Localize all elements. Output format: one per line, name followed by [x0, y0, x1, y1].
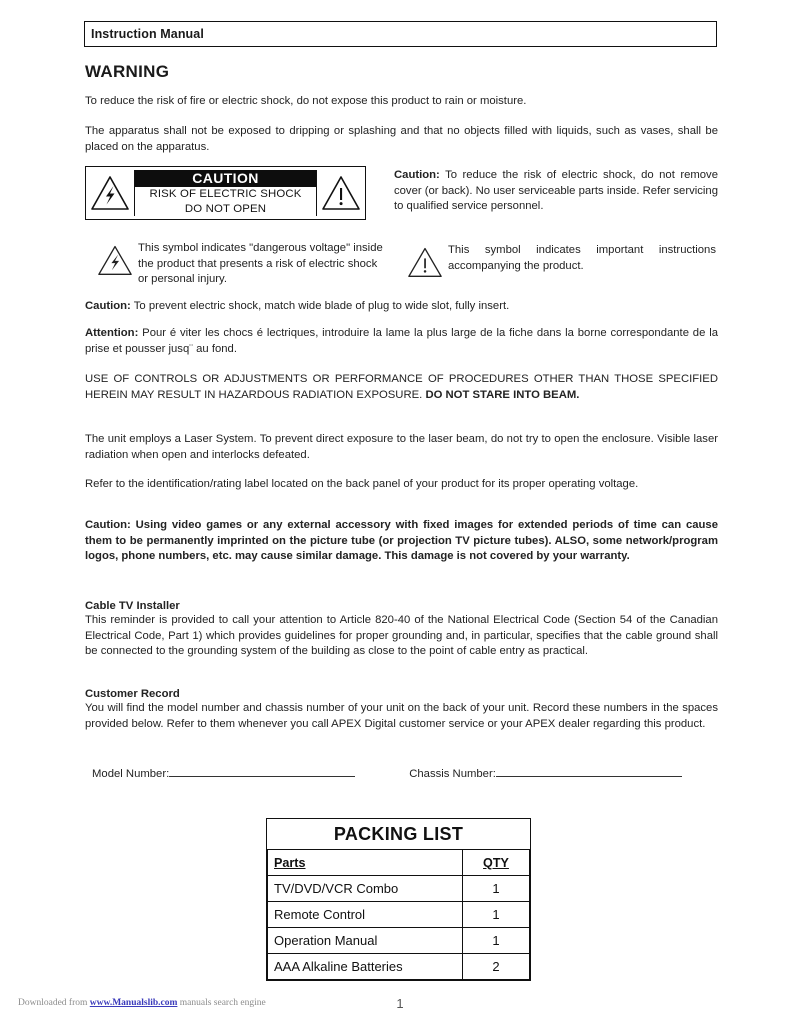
burn-in-caution-paragraph: Caution: Using video games or any external accessory with fixed images for extended periods of time can cause them to be permanently imprinted on the picture tube (or projection TV picture tubes). ALSO, some network/program logos, phone numbers, etc. may cause similar damage. This damage is not covered by your warranty. — [85, 519, 718, 563]
chassis-number-blank[interactable] — [496, 765, 682, 777]
exclamation-triangle-icon — [317, 167, 365, 219]
caution-side-label: Caution: — [394, 169, 440, 181]
model-number-field[interactable] — [92, 765, 355, 780]
footer-suffix: manuals search engine — [177, 998, 266, 1008]
caution-side-paragraph — [394, 168, 718, 215]
packing-list-table — [266, 818, 531, 981]
footer-prefix: Downloaded from — [18, 998, 90, 1008]
packing-list-header-row — [268, 850, 530, 876]
header-box — [84, 21, 717, 47]
packing-list-title: PACKING LIST — [268, 819, 530, 850]
plug-caution-label: Caution: — [85, 300, 131, 312]
laser-paragraph: The unit employs a Laser System. To prevent direct exposure to the laser beam, do not try to open the enclosure. Visible laser radiation when open and interlocks defeated. — [85, 433, 718, 461]
exclamation-triangle-icon — [402, 243, 448, 279]
part-name: Remote Control — [268, 902, 463, 928]
caution-text-block — [134, 170, 317, 216]
lightning-bolt-triangle-icon — [86, 167, 134, 219]
table-row — [268, 902, 530, 928]
rating-label-paragraph: Refer to the identification/rating label located on the back panel of your product for its proper operating voltage. — [85, 478, 639, 490]
plug-caution-text: To prevent electric shock, match wide blade of plug to wide slot, fully insert. — [130, 300, 510, 312]
radiation-paragraph — [85, 372, 718, 403]
caution-side-text: To reduce the risk of electric shock, do not remove cover (or back). No user serviceable parts inside. Refer servicing to qualified service personnel. — [394, 169, 718, 213]
part-name: AAA Alkaline Batteries — [268, 954, 463, 980]
caution-line-2: DO NOT OPEN — [184, 202, 267, 215]
part-qty: 1 — [463, 902, 530, 928]
attention-label: Attention: — [85, 327, 139, 339]
caution-banner: CAUTION — [135, 170, 316, 187]
important-instructions-text: This symbol indicates important instructions accompanying the product. — [448, 244, 716, 272]
radiation-text: USE OF CONTROLS OR ADJUSTMENTS OR PERFORMANCE OF PROCEDURES OTHER THAN THOSE SPECIFIED HEREIN MAY RESULT IN HAZARDOUS RADIATION EXPOSURE. — [85, 373, 718, 401]
caution-line-1: RISK OF ELECTRIC SHOCK — [149, 188, 302, 200]
model-number-label: Model Number: — [92, 768, 170, 780]
customer-record-heading: Customer Record — [85, 688, 180, 700]
dangerous-voltage-symbol-row — [92, 241, 392, 288]
warning-paragraph-2: The apparatus shall not be exposed to dripping or splashing and that no objects filled with liquids, such as vases, shall be placed on the apparatus. — [85, 125, 718, 153]
model-number-blank[interactable] — [169, 765, 355, 777]
record-fields-row — [92, 765, 718, 780]
part-name: Operation Manual — [268, 928, 463, 954]
chassis-number-field[interactable] — [409, 765, 682, 780]
lightning-bolt-triangle-icon — [92, 241, 138, 277]
record-gap — [355, 765, 409, 780]
radiation-bold-tail: DO NOT STARE INTO BEAM. — [425, 388, 580, 401]
part-name: TV/DVD/VCR Combo — [268, 876, 463, 902]
column-header-parts: Parts — [268, 850, 463, 876]
dangerous-voltage-text: This symbol indicates "dangerous voltage" inside the product that presents a risk of electric shock or personal injury. — [138, 242, 383, 286]
part-qty: 1 — [463, 876, 530, 902]
page-number: 1 — [396, 996, 404, 1011]
plug-caution-paragraph — [85, 299, 718, 315]
table-row — [268, 928, 530, 954]
part-qty: 2 — [463, 954, 530, 980]
column-header-qty: QTY — [463, 850, 530, 876]
important-instructions-symbol-row — [402, 243, 718, 279]
chassis-number-label: Chassis Number: — [409, 768, 496, 780]
warning-heading: WARNING — [85, 62, 170, 81]
packing-list-title-row — [268, 819, 530, 850]
cable-installer-heading: Cable TV Installer — [85, 600, 180, 612]
manualslib-link[interactable]: www.Manualslib.com — [89, 998, 178, 1008]
cable-installer-text: This reminder is provided to call your attention to Article 820-40 of the National Electrical Code (Section 54 of the Canadian Electrical Code, Part 1) which provides guidelines for proper grounding and, in particular, specifies that the cable ground shall be connected to the grounding system of the building as close to the point of cable entry as practical. — [85, 614, 718, 658]
table-row — [268, 876, 530, 902]
attention-text: Pour é viter les chocs é lectriques, introduire la lame la plus large de la fiche dans la borne correspondante de la prise et pousser jusq¨ au fond. — [85, 327, 718, 355]
attention-paragraph — [85, 326, 718, 357]
caution-symbol-box — [85, 166, 366, 220]
part-qty: 1 — [463, 928, 530, 954]
customer-record-text: You will find the model number and chassis number of your unit on the back of your unit. Record these numbers in the spaces provided below. Refer to them whenever you call APEX Digital customer service or your APEX dealer regarding this product. — [85, 702, 718, 730]
warning-paragraph-1: To reduce the risk of fire or electric shock, do not expose this product to rain or moisture. — [85, 95, 527, 107]
page-title: Instruction Manual — [91, 27, 204, 41]
table-row — [268, 954, 530, 980]
